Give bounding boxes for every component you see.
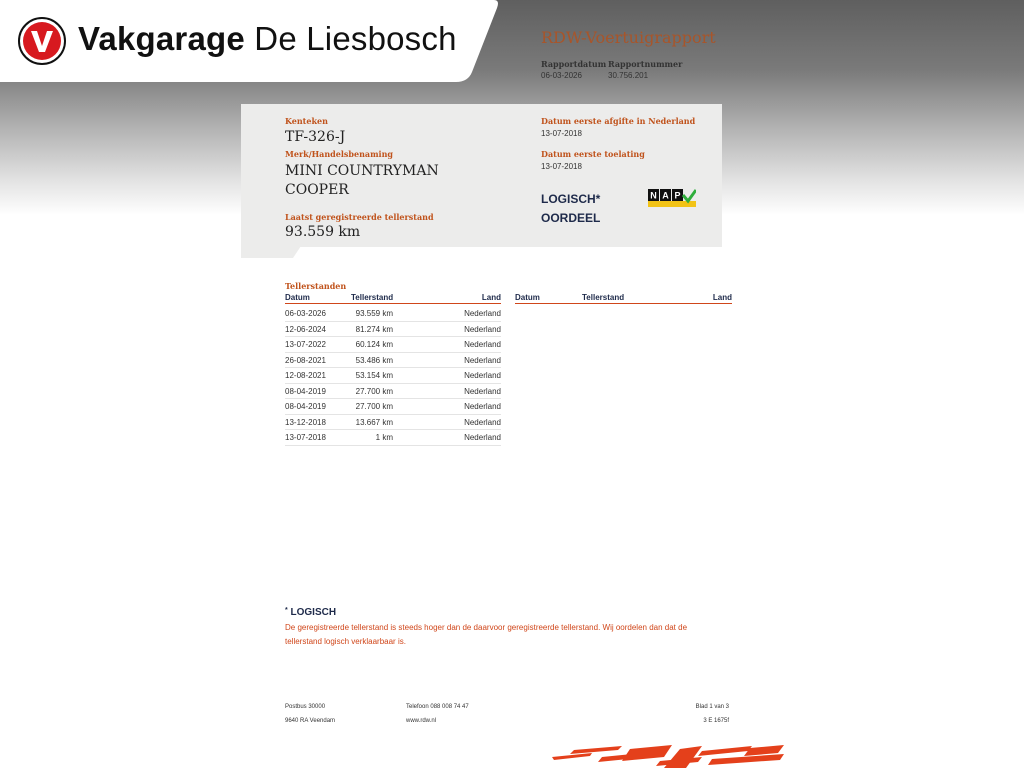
row-country: Nederland [464,386,501,396]
col-header-country: Land [481,293,501,302]
odometer-rows [285,306,501,446]
report-date-value: 06-03-2026 [541,71,582,80]
summary-box-notch [241,246,301,258]
footer-code: 3 E 1675f [703,718,729,724]
row-date: 13-07-2022 [285,340,326,349]
make-label: Merk/Handelsbenaming [285,149,394,159]
report-date-label: Rapportdatum [541,59,607,69]
col-header-date: Datum [285,293,310,302]
row-country: Nederland [464,309,501,318]
footer-website[interactable]: www.rdw.nl [406,718,437,724]
verdict-line1: LOGISCH* [541,192,601,206]
make-line2: COOPER [285,182,349,198]
table-row [285,399,501,415]
first-registration-nl-label: Datum eerste afgifte in Nederland [541,116,696,126]
brand-name-rest: De Liesbosch [244,20,457,57]
plate-label: Kenteken [285,116,328,126]
vakgarage-logo-icon[interactable] [18,17,66,65]
row-country: Nederland [464,340,501,349]
row-km: 93.559 km [355,309,393,318]
svg-text:N: N [650,190,657,201]
footer-phone: Telefoon 088 008 74 47 [406,704,469,710]
rdw-logo [552,745,784,768]
svg-text:P: P [674,190,681,201]
footer-address-line1: Postbus 30000 [285,704,326,710]
row-country: Nederland [464,433,501,442]
table-row [285,430,501,446]
col-header-date-2: Datum [515,293,540,302]
odometer-section-title: Tellerstanden [285,281,347,291]
row-date: 12-06-2024 [285,324,326,334]
logisch-title-text: LOGISCH [290,607,337,618]
brand-name-bold: Vakgarage [78,20,245,57]
row-date: 06-03-2026 [285,309,326,318]
row-date: 13-12-2018 [285,417,326,427]
table-row [285,415,501,431]
table-row [285,322,501,338]
row-date: 12-08-2021 [285,371,326,380]
col-header-km-2: Tellerstand [582,293,625,302]
row-country: Nederland [464,417,501,427]
row-km: 13.667 km [355,417,393,427]
footer-page: Blad 1 van 3 [695,704,729,710]
table-row [285,306,501,322]
verdict-line2: OORDEEL [541,211,601,225]
odometer-table-header-left [285,293,501,304]
plate-value: TF-326-J [285,129,346,145]
first-admission-label: Datum eerste toelating [541,149,645,159]
table-row [285,368,501,384]
report-number-label: Rapportnummer [608,59,683,69]
table-row [285,353,501,369]
row-km: 27.700 km [355,386,393,396]
first-admission-value: 13-07-2018 [541,162,582,171]
nap-check-icon [648,189,696,207]
row-km: 1 km [375,433,393,442]
brand-title [78,20,457,58]
odometer-value: 93.559 km [285,224,361,240]
table-row [285,337,501,353]
odometer-label: Laatst geregistreerde tellerstand [285,212,434,222]
col-header-km: Tellerstand [351,293,394,302]
row-km: 27.700 km [355,402,393,411]
row-km: 53.486 km [355,355,393,365]
first-registration-nl-value: 13-07-2018 [541,129,582,138]
logisch-explanation: De geregistreerde tellerstand is steeds hoger dan de daarvoor geregistreerde tellerstand. Wij oordelen dan dat de tellerstand logisch verklaarbaar is. [285,623,688,646]
row-date: 08-04-2019 [285,402,326,411]
odometer-table-header-right [515,293,732,304]
row-km: 53.154 km [355,371,393,380]
row-km: 81.274 km [355,324,393,334]
row-country: Nederland [464,324,501,334]
footer-address-line2: 9640 RA Veendam [285,718,336,724]
row-date: 08-04-2019 [285,386,326,396]
svg-text:A: A [662,190,669,201]
report-number-value: 30.756.201 [608,71,649,80]
row-country: Nederland [464,355,501,365]
make-line1: MINI COUNTRYMAN [285,163,439,179]
logisch-title: * LOGISCH [285,607,337,618]
row-country: Nederland [464,402,501,411]
row-country: Nederland [464,371,501,380]
table-row [285,384,501,400]
row-date: 26-08-2021 [285,355,326,365]
report-title: RDW-Voertuigrapport [541,28,716,47]
row-km: 60.124 km [355,340,393,349]
col-header-country-2: Land [712,293,732,302]
row-date: 13-07-2018 [285,433,326,442]
